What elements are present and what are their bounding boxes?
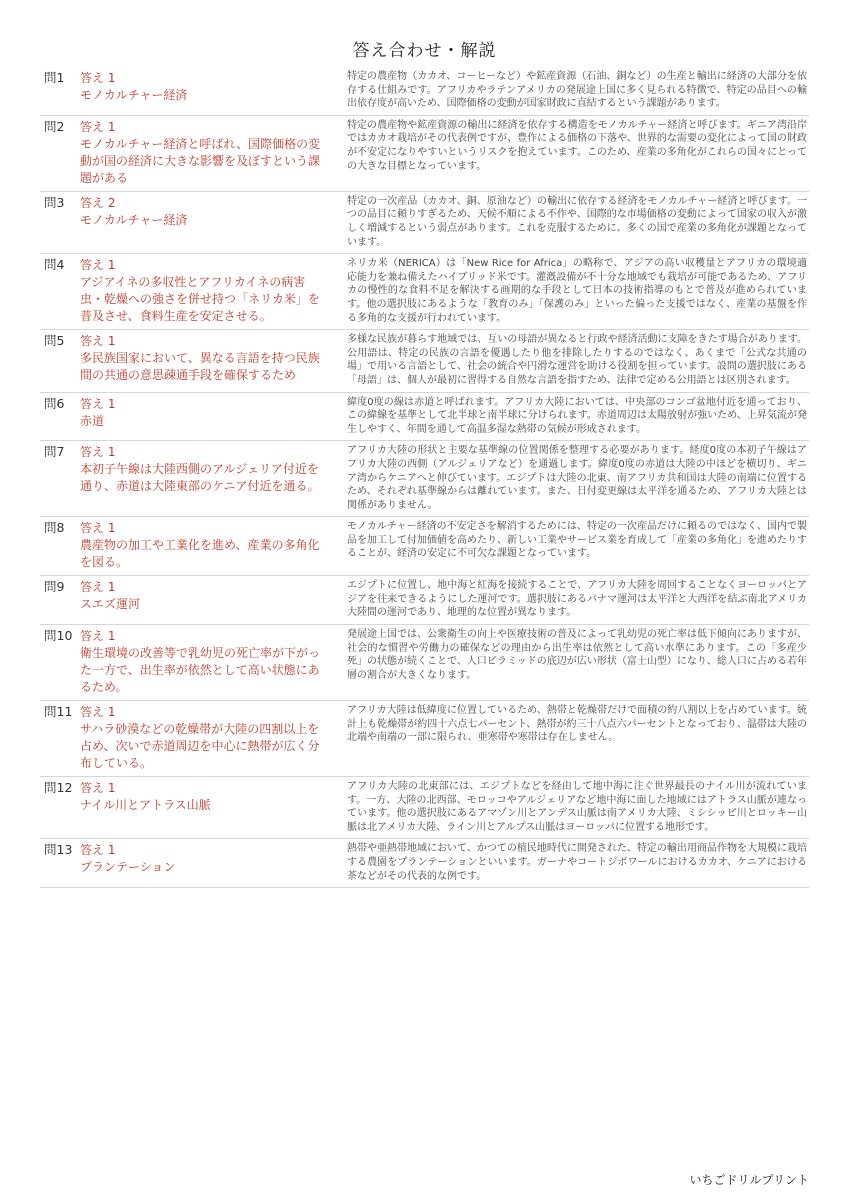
answer-text: プランテーション xyxy=(80,860,176,875)
answer-label: 答え 1 xyxy=(80,445,116,460)
question-number: 問7 xyxy=(44,444,65,460)
answer-text: アジアイネの多収性とアフリカイネの病害虫・乾燥への強さを併せ持つ「ネリカ米」を普及させ、食料生産を安定させる。 xyxy=(80,275,320,324)
question-number: 問4 xyxy=(44,257,65,273)
answer-label: 答え 1 xyxy=(80,521,116,536)
answer-text: モノカルチャー経済 xyxy=(80,88,188,102)
answer-label: 答え 1 xyxy=(80,258,116,273)
answer-cell xyxy=(80,444,336,512)
answer-cell xyxy=(80,842,336,883)
footer-brand: いちごドリルプリント xyxy=(689,1173,809,1187)
explanation-text: 発展途上国では、公衆衛生の向上や医療技術の普及によって乳幼児の死亡率は低下傾向にありますが、社会的な慣習や労働力の確保などの理由から出生率は依然として高い水準にあります。この「多産少死」の状態が続くことで、人口ピラミッドの底辺が広い形状（富士山型）になり、総人口に占める若年層の割合が大きくなります。 xyxy=(347,629,807,681)
table-row xyxy=(40,777,809,839)
question-number: 問1 xyxy=(44,70,65,85)
page-title: 答え合わせ・解説 xyxy=(352,41,497,61)
explanation-text: エジプトに位置し、地中海と紅海を接続することで、アフリカ大陸を周回することなくヨーロッパとアジアを往来できるようにした運河です。選択肢にあるパナマ運河は太平洋と大西洋を結ぶ南北アメリカ大陸間の運河であり、地理的な位置が異なります。 xyxy=(347,580,807,619)
answer-text: サハラ砂漠などの乾燥帯が大陸の四割以上を占め、次いで赤道周辺を中心に熱帯が広く分布している。 xyxy=(80,722,320,771)
answer-label: 答え 1 xyxy=(80,396,116,411)
table-row xyxy=(40,576,809,625)
answer-text: スエズ運河 xyxy=(80,597,141,612)
table-row xyxy=(40,839,809,888)
table-row xyxy=(40,67,809,116)
answer-text: モノカルチャー経済と呼ばれ、国際価格の変動が国の経済に大きな影響を及ぼすという課題がある xyxy=(80,136,321,185)
table-row xyxy=(40,254,809,330)
explanation-text: アフリカ大陸の北東部には、エジプトなどを経由して地中海に注ぐ世界最長のナイル川が流れています。一方、大陸の北西部、モロッコやアルジェリアなど地中海に面した地域にはアトラス山脈が連なっています。他の選択肢にあるアマゾン川とアンデス山脈は南アメリカ大陸、ミシシッピ川とロッキー山脈は北アメリカ大陸、ライン川とアルプス山脈はヨーロッパに位置する地形です。 xyxy=(347,781,807,833)
answer-cell xyxy=(80,520,336,571)
question-number: 問3 xyxy=(44,194,65,210)
answer-text: 本初子午線は大陸西側のアルジェリア付近を通り、赤道は大陸東部のケニア付近を通る。 xyxy=(80,462,320,494)
answer-label: 答え 1 xyxy=(80,334,116,349)
question-number: 問2 xyxy=(44,118,65,134)
answer-cell xyxy=(80,396,336,437)
table-row xyxy=(40,701,809,777)
answer-label: 答え 1 xyxy=(80,71,116,85)
question-number: 問12 xyxy=(44,780,73,796)
explanation-text: 多様な民族が暮らす地域では、互いの母語が異なると行政や経済活動に支障をきたす場合があります。公用語は、特定の民族の言語を優遇したり他を排除したりするのではなく、あくまで「公式な共通の場」で用いる言語として、社会の統合や円滑な運営を助ける役割を担っています。設問の選択肢にある「母語」は、個人が最初に習得する自然な言語を指すため、法律で定める公用語とは区別されます。 xyxy=(347,334,807,386)
table-row xyxy=(40,116,809,192)
table-row xyxy=(40,393,809,442)
explanation-text: アフリカ大陸は低緯度に位置しているため、熱帯と乾燥帯だけで面積の約八割以上を占めています。統計上も乾燥帯が約四十六点七パーセント、熱帯が約三十八点六パーセントとなっており、温帯は大陸の北端や南端の一部に限られ、亜寒帯や寒帯は存在しません。 xyxy=(347,705,807,744)
answer-text: ナイル川とアトラス山脈 xyxy=(80,798,211,813)
question-number: 問11 xyxy=(44,704,73,720)
answer-cell xyxy=(80,119,336,187)
question-number: 問6 xyxy=(44,395,65,411)
answer-cell xyxy=(80,333,336,387)
explanation-text: モノカルチャー経済の不安定さを解消するためには、特定の一次産品だけに頼るのではなく、国内で製品を加工して付加価値を高めたり、新しい工業やサービス業を育成して「産業の多角化」を進めたりすることが、経済の安定に不可欠な課題となっています。 xyxy=(347,521,807,560)
explanation-text: 特定の一次産品（カカオ、銅、原油など）の輸出に依存する経済をモノカルチャー経済と呼びます。一つの品目に頼りすぎるため、天候不順による不作や、国際的な市場価格の変動によって国家の収入が激しく増減するという弱点があります。これを克服するために、多くの国で産業の多角化が課題となっています。 xyxy=(347,195,807,248)
explanation-text: ネリカ米（NERICA）は「New Rice for Africa」の略称で、アジアの高い収穫量とアフリカの環境適応能力を兼ね備えたハイブリッド米です。灌漑設備が不十分な地域でも栽培が可能であるため、アフリカの慢性的な食料不足を解決する画期的な手段として日本の技術指導のもとで普及が進められています。他の選択肢にあるような「教育のみ」「保護のみ」といった偏った支援ではなく、産業の基盤を作る多角的な支援が行われています。 xyxy=(347,258,807,324)
table-row xyxy=(40,517,809,576)
table-row xyxy=(40,625,809,701)
answer-label: 答え 1 xyxy=(80,781,116,796)
answer-text: 衛生環境の改善等で乳幼児の死亡率が下がった一方で、出生率が依然として高い状態にあるため。 xyxy=(80,646,321,695)
answer-cell xyxy=(80,70,336,111)
question-number: 問5 xyxy=(44,333,65,349)
question-number: 問8 xyxy=(44,520,65,536)
explanation-text: アフリカ大陸の形状と主要な基準線の位置関係を整理する必要があります。経度0度の本初子午線はアフリカ大陸の西側（アルジェリアなど）を通過します。緯度0度の赤道は大陸の中ほどを横切り、ギニア湾からケニアへと伸びています。エジプトは大陸の北東、南アフリカ共和国は大陸の南端に位置するため、それぞれ基準線からは離れています。また、日付変更線は太平洋を通るため、アフリカ大陸とは関係がありません。 xyxy=(347,445,807,511)
question-number: 問10 xyxy=(44,628,73,644)
answer-label: 答え 1 xyxy=(80,580,116,595)
answer-label: 答え 1 xyxy=(80,119,116,134)
answer-label: 答え 1 xyxy=(80,629,116,644)
answer-label: 答え 2 xyxy=(80,195,116,210)
question-number: 問9 xyxy=(44,579,65,595)
answer-text: 赤道 xyxy=(80,413,105,428)
question-number: 問13 xyxy=(44,842,73,858)
answer-cell xyxy=(80,628,336,696)
answer-cell xyxy=(80,780,336,834)
answer-cell xyxy=(80,579,336,620)
answer-table xyxy=(40,67,809,888)
table-row xyxy=(40,330,809,392)
answer-text: 多民族国家において、異なる言語を持つ民族間の共通の意思疎通手段を確保するため xyxy=(80,351,320,383)
explanation-text: 特定の農産物や鉱産資源の輸出に経済を依存する構造をモノカルチャー経済と呼びます。ギニア湾沿岸ではカカオ栽培がその代表例ですが、豊作による価格の下落や、世界的な需要の変化によって国の財政が不安定になりやすいというリスクを抱えています。このため、産業の多角化がこれらの国々にとっての大きな目標となっています。 xyxy=(347,119,807,172)
explanation-text: 緯度0度の線は赤道と呼ばれます。アフリカ大陸においては、中央部のコンゴ盆地付近を通っており、この緯線を基準として北半球と南半球に分けられます。赤道周辺は太陽放射が強いため、上昇気流が発生しやすく、年間を通して高温多湿な熱帯の気候が形成されます。 xyxy=(347,396,807,435)
answer-label: 答え 1 xyxy=(80,843,116,858)
table-row xyxy=(40,192,809,254)
answer-cell xyxy=(80,257,336,325)
answer-cell xyxy=(80,195,336,249)
answer-cell xyxy=(80,704,336,772)
explanation-text: 熱帯や亜熱帯地域において、かつての植民地時代に開発された、特定の輸出用商品作物を大規模に栽培する農園をプランテーションといいます。ガーナやコートジボワールにおけるカカオ、ケニアにおける茶などがその代表的な例です。 xyxy=(347,843,807,882)
answer-label: 答え 1 xyxy=(80,705,116,720)
answer-text: モノカルチャー経済 xyxy=(80,212,188,227)
answer-text: 農産物の加工や工業化を進め、産業の多角化を図る。 xyxy=(80,538,320,570)
table-row xyxy=(40,441,809,517)
explanation-text: 特定の農産物（カカオ、コーヒーなど）や鉱産資源（石油、銅など）の生産と輸出に経済の大部分を依存する仕組みです。アフリカやラテンアメリカの発展途上国に多く見られる特徴で、特定の品目への輸出依存度が高いため、国際価格の変動が国家財政に直結するという課題があります。 xyxy=(347,71,807,110)
